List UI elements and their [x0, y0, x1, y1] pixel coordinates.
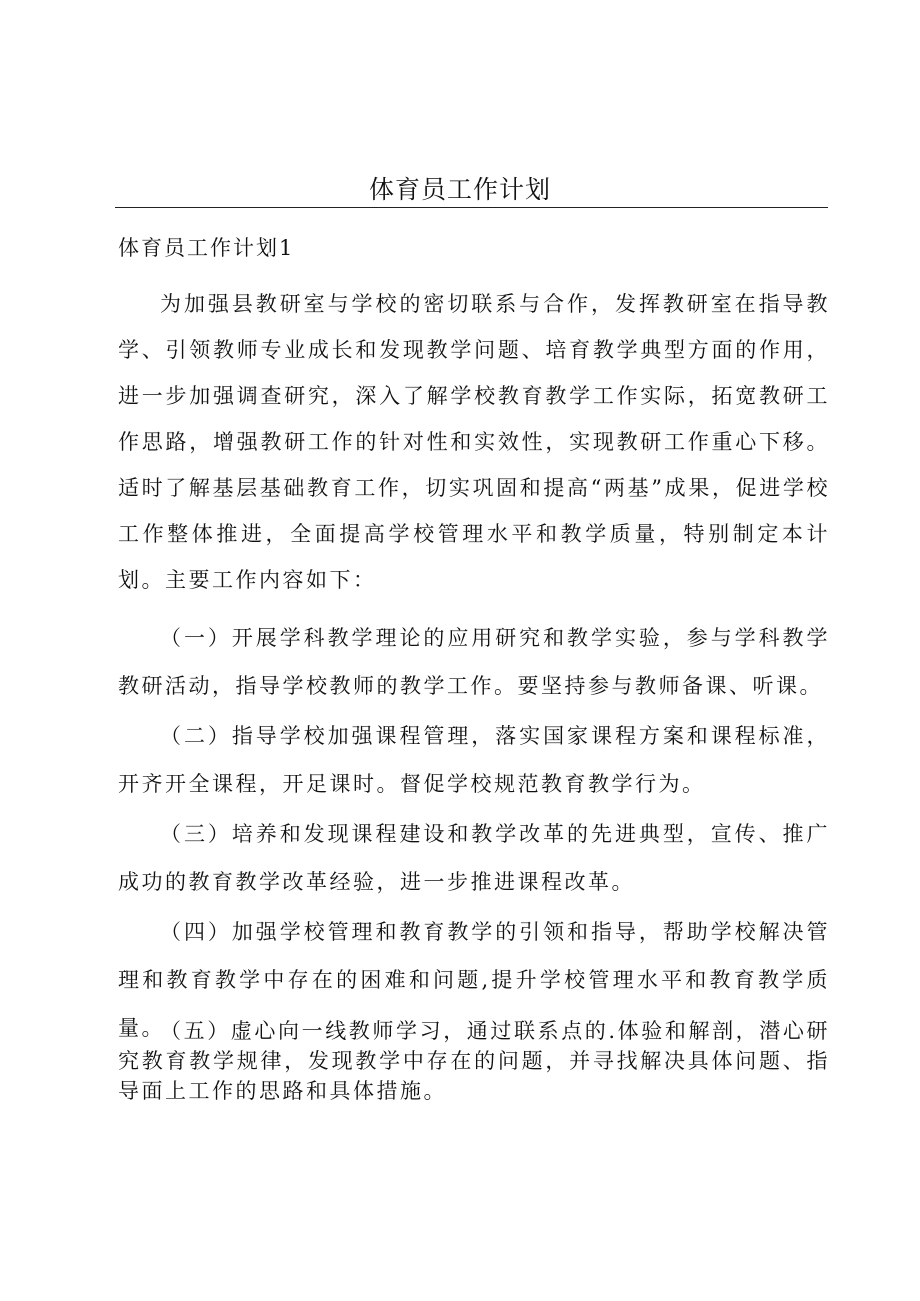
- title-divider: [115, 207, 828, 208]
- document-title: 体育员工作计划: [368, 175, 551, 204]
- paragraph-item-5: （五）虚心向一线教师学习，通过联系点的.体验和解剖，潜心研究教育教学规律，发现教学中存在的问题，并寻找解决具体问题、指导面上工作的思路和具体措施。: [118, 1019, 830, 1103]
- section-heading: 体育员工作计划1: [118, 236, 295, 260]
- paragraph-item-4: （四）加强学校管理和教育教学的引领和指导，帮助学校解决管理和教育教学中存在的困难和问题,提升学校管理水平和教育教学质量。: [118, 920, 830, 1040]
- intro-paragraph: 为加强县教研室与学校的密切联系与合作，发挥教研室在指导教学、引领教师专业成长和发现教学问题、培育教学典型方面的作用，进一步加强调查研究，深入了解学校教育教学工作实际，拓宽教研工作思路，增强教研工作的针对性和实效性，实现教研工作重心下移。适时了解基层基础教育工作，切实巩固和提高“两基”成果，促进学校工作整体推进，全面提高学校管理水平和教学质量，特别制定本计划。主要工作内容如下：: [118, 292, 830, 592]
- paragraph-item-3: （三）培养和发现课程建设和教学改革的先进典型，宣传、推广成功的教育教学改革经验，进一步推进课程改革。: [118, 822, 830, 894]
- paragraph-item-1: （一）开展学科教学理论的应用研究和教学实验，参与学科教学教研活动，指导学校教师的教学工作。要坚持参与教师备课、听课。: [118, 626, 830, 698]
- paragraph-item-2: （二）指导学校加强课程管理，落实国家课程方案和课程标准，开齐开全课程，开足课时。督促学校规范教育教学行为。: [118, 724, 830, 796]
